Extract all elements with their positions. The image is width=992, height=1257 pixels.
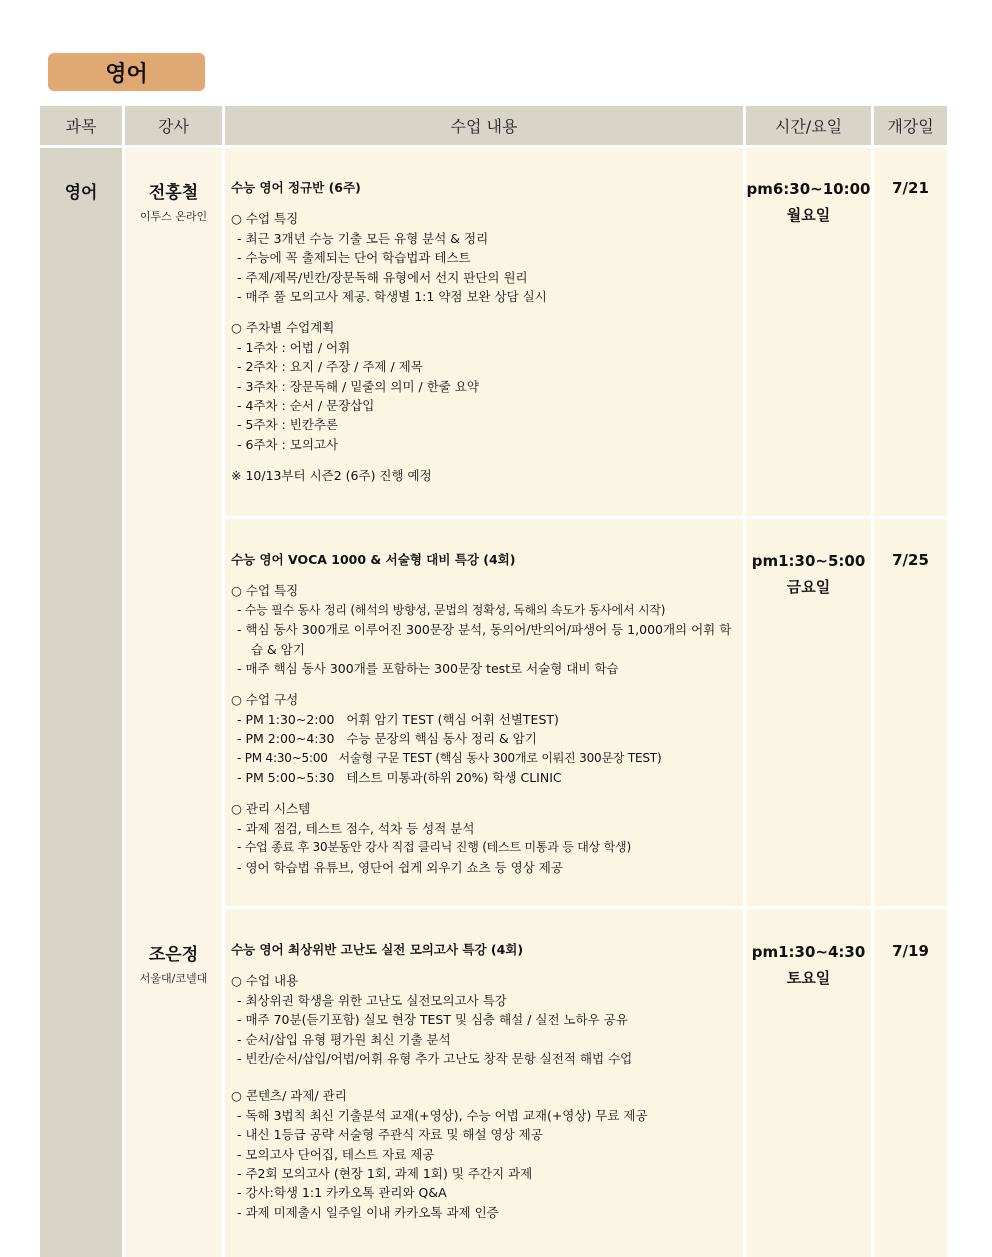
list-item: - 주2회 모의고사 (현장 1회, 과제 1회) 및 주간지 과제 (237, 1166, 533, 1182)
course-title: 수능 영어 정규반 (6주) (231, 180, 361, 195)
course-description (231, 550, 741, 877)
section-heading: ○ 주차별 수업계획 (231, 320, 335, 336)
list-item: - 6주차 : 모의고사 (237, 436, 339, 452)
section-title: 영어 (105, 61, 148, 87)
course-section (231, 581, 741, 678)
header-start-date: 개강일 (874, 106, 947, 145)
start-date: 7/25 (892, 551, 929, 569)
list-item: - 매주 핵심 동사 300개를 포함하는 300문장 test로 서술형 대비 학습 (237, 661, 619, 677)
list-item: - 주제/제목/빈칸/장문독해 유형에서 선지 판단의 원리 (237, 269, 528, 285)
list-item: - 내신 1등급 공략 서술형 주관식 자료 및 해설 영상 제공 (237, 1127, 543, 1143)
list-item: - 강사:학생 1:1 카카오톡 관리와 Q&A (237, 1185, 447, 1201)
section-heading: ○ 콘텐츠/ 과제/ 관리 (231, 1088, 347, 1104)
time-range: pm1:30~5:00 (751, 552, 866, 570)
list-item: - 수능 필수 동사 정리 (해석의 방향성, 문법의 정확성, 독해의 속도가 동사에서 시작) (237, 602, 666, 617)
header-teacher: 강사 (125, 106, 222, 145)
list-item: - 5주차 : 빈칸추론 (237, 417, 339, 433)
course-section (231, 971, 741, 1068)
list-item: - 최근 3개년 수능 기출 모든 유형 분석 & 정리 (237, 230, 489, 246)
teacher-affiliation: 이투스 온라인 (139, 210, 208, 223)
list-item: - 최상위권 학생을 위한 고난도 실전모의고사 특강 (237, 992, 507, 1008)
list-item: - 2주차 : 요지 / 주장 / 주제 / 제목 (237, 359, 423, 375)
list-item: - 매주 풀 모의고사 제공. 학생별 1:1 약점 보완 상담 실시 (237, 289, 547, 305)
section-heading: ○ 수업 특징 (231, 211, 299, 227)
list-item: - 핵심 동사 300개로 이루어진 300문장 분석, 동의어/반의어/파생어 등 1,000개의 어휘 학습 & 암기 (237, 622, 732, 657)
subject-label: 영어 (64, 183, 98, 203)
header-subject: 과목 (40, 106, 122, 145)
teacher-affiliation: 서울대/코넬대 (139, 972, 208, 985)
class-time (746, 548, 871, 600)
date-cell-1 (874, 148, 947, 516)
course-title: 수능 영어 최상위반 고난도 실전 모의고사 특강 (4회) (231, 942, 524, 957)
list-item: - 4주차 : 순서 / 문장삽입 (237, 398, 375, 414)
class-day: 금요일 (786, 578, 831, 596)
time-range: pm1:30~4:30 (751, 943, 866, 961)
section-heading: ○ 수업 내용 (231, 973, 299, 989)
list-item: - 모의고사 단어집, 테스트 자료 제공 (237, 1146, 435, 1162)
class-day: 토요일 (786, 969, 831, 987)
course-section (231, 1086, 741, 1222)
section-heading: ○ 수업 특징 (231, 583, 299, 599)
class-time (746, 939, 871, 991)
course-description (231, 178, 741, 486)
list-item: - PM 1:30~2:00 어휘 암기 TEST (핵심 어휘 선별TEST) (237, 711, 559, 727)
section-heading: ○ 수업 구성 (231, 692, 299, 708)
list-item: - 빈칸/순서/삽입/어법/어휘 유형 추가 고난도 창작 문항 실전적 해법 수업 (237, 1051, 633, 1067)
start-date: 7/19 (892, 942, 929, 960)
course-title: 수능 영어 VOCA 1000 & 서술형 대비 특강 (4회) (231, 552, 516, 567)
list-item: - 과제 점검, 테스트 점수, 석차 등 성적 분석 (237, 820, 475, 836)
section-heading: ○ 관리 시스템 (231, 801, 311, 817)
list-item: - 과제 미제출시 일주일 이내 카카오톡 과제 인증 (237, 1204, 499, 1220)
course-section (231, 318, 741, 454)
teacher-name: 조은정 (148, 945, 199, 965)
list-item: - 수능에 꼭 출제되는 단어 학습법과 테스트 (237, 250, 471, 266)
list-item: - 독해 3법칙 최신 기출분석 교재(+영상), 수능 어법 교재(+영상) 무료 제공 (237, 1107, 648, 1123)
course-section (231, 209, 741, 306)
header-content: 수업 내용 (225, 106, 743, 145)
header-time: 시간/요일 (746, 106, 871, 145)
list-item: - PM 4:30~5:00 서술형 구문 TEST (핵심 동사 300개로 이뤄진 300문장 TEST) (237, 750, 662, 765)
list-item: - PM 2:00~4:30 수능 문장의 핵심 동사 정리 & 암기 (237, 731, 537, 747)
list-item: - PM 5:00~5:30 테스트 미통과(하위 20%) 학생 CLINIC (237, 770, 562, 786)
date-cell-3 (874, 909, 947, 1257)
list-item: - 영어 학습법 유튜브, 영단어 쉽게 외우기 쇼츠 등 영상 제공 (237, 859, 563, 875)
subject-column (40, 148, 122, 1257)
course-description (231, 940, 741, 1222)
date-cell-2 (874, 519, 947, 906)
course-note: ※ 10/13부터 시즌2 (6주) 진행 예정 (231, 468, 432, 484)
course-section (231, 799, 741, 877)
teacher-name: 전홍철 (148, 183, 199, 203)
list-item: - 3주차 : 장문독해 / 밑줄의 의미 / 한줄 요약 (237, 378, 479, 394)
start-date: 7/21 (892, 179, 929, 197)
class-time (746, 176, 871, 228)
course-section (231, 690, 741, 787)
list-item: - 수업 종료 후 30분동안 강사 직접 클리닉 진행 (테스트 미통과 등 대상 학생) (237, 840, 631, 855)
teacher-column (125, 148, 222, 1257)
class-day: 월요일 (786, 206, 831, 224)
list-item: - 순서/삽입 유형 평가원 최신 기출 분석 (237, 1031, 451, 1047)
section-title-badge (48, 53, 205, 91)
list-item: - 매주 70분(듣기포함) 실모 현장 TEST 및 심층 해설 / 실전 노하우 공유 (237, 1012, 628, 1028)
time-range: pm6:30~10:00 (746, 180, 871, 198)
list-item: - 1주차 : 어법 / 어휘 (237, 339, 351, 355)
